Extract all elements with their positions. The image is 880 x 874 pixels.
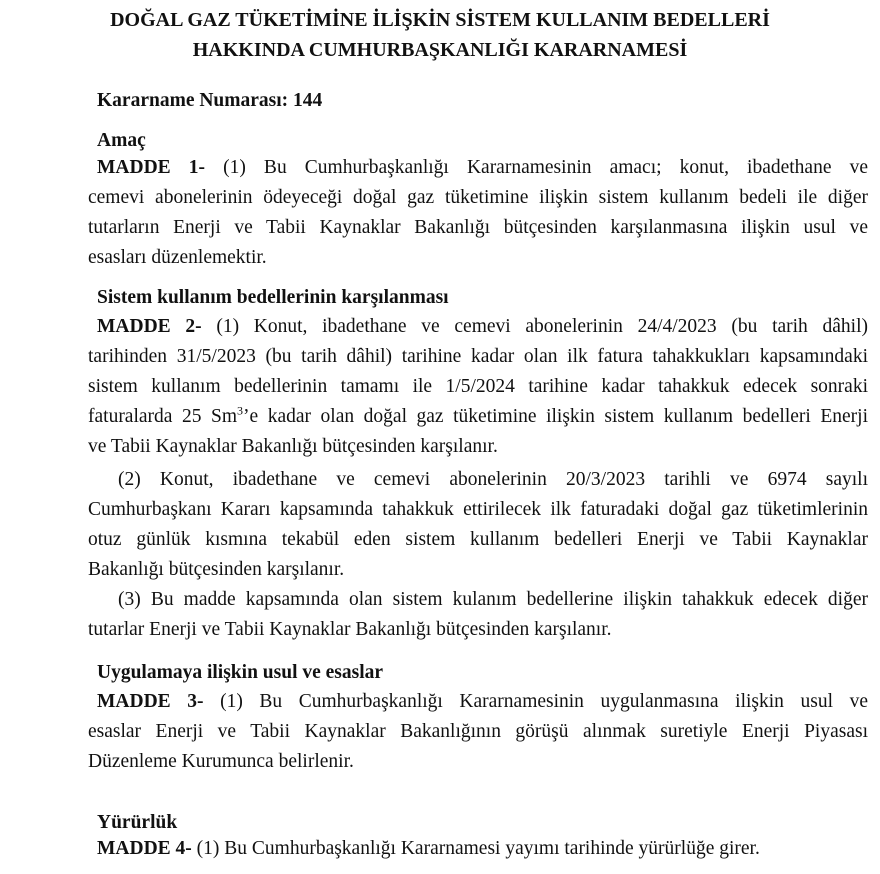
- article-label: MADDE 1-: [97, 157, 205, 178]
- article-label: MADDE 2-: [97, 316, 202, 337]
- document-title-line-2: HAKKINDA CUMHURBAŞKANLIĞI KARARNAMESİ: [192, 39, 688, 61]
- article-3: MADDE 3- (1) Bu Cumhurbaşkanlığı Kararnamesinin uygulanmasına ilişkin usul ve esaslar Enerji ve Tabii Kaynaklar Bakanlığının görüşü alınmak suretiyle Enerji Piyasası Düzenleme Kurumunca belirlenir.: [88, 691, 869, 772]
- section-heading-sistem: Sistem kullanım bedellerinin karşılanması: [97, 287, 449, 308]
- article-1: MADDE 1- (1) Bu Cumhurbaşkanlığı Kararnamesinin amacı; konut, ibadethane ve cemevi abonelerinin ödeyeceği doğal gaz tüketimine ilişkin sistem kullanım bedeli ile diğer tutarların Enerji ve Tabii Kaynaklar Bakanlığı bütçesinden karşılanmasına ilişkin usul ve esasları düzenlemektir.: [88, 157, 868, 268]
- section-heading-yururluk: Yürürlük: [97, 812, 178, 833]
- section-heading-amac: Amaç: [97, 130, 146, 151]
- article-4: MADDE 4- (1) Bu Cumhurbaşkanlığı Kararnamesi yayımı tarihinde yürürlüğe girer.: [97, 838, 760, 859]
- article-2: MADDE 2- (1) Konut, ibadethane ve cemevi abonelerinin 24/4/2023 (bu tarih dâhil) tarihinden 31/5/2023 (bu tarih dâhil) tarihine kadar olan ilk fatura tahakkukları kapsamındaki sistem kullanım bedellerinin tamamı ile 1/5/2024 tarihine kadar tahakkuk edecek sonraki faturalarda 25 Sm$^3$’e kadar olan doğal gaz tüketimine ilişkin sistem kullanım bedelleri Enerji ve Tabii Kaynaklar Bakanlığı bütçesinden karşılanır. (2) Konut, ibadethane ve cemevi abonelerinin 20/3/2023 tarihli ve 6974 sayılı Cumhurbaşkanı Kararı kapsamında tahakkuk ettirilecek ilk faturadaki doğal gaz tüketimlerinin otuz günlük kısmına tekabül eden sistem kullanım bedelleri Enerji ve Tabii Kaynaklar Bakanlığı bütçesinden karşılanır. (3) Bu madde kapsamında olan sistem kulanım bedellerine ilişkin tahakkuk edecek diğer tutarlar Enerji ve Tabii Kaynaklar Bakanlığı bütçesinden karşılanır.: [88, 316, 868, 640]
- decree-number: Kararname Numarası: 144: [97, 90, 323, 111]
- article-label: MADDE 4-: [97, 838, 192, 859]
- document-title-line-1: DOĞAL GAZ TÜKETİMİNE İLİŞKİN SİSTEM KULLANIM BEDELLERİ: [110, 9, 770, 31]
- section-heading-uygulama: Uygulamaya ilişkin usul ve esaslar: [97, 662, 384, 683]
- article-label: MADDE 3-: [97, 691, 204, 712]
